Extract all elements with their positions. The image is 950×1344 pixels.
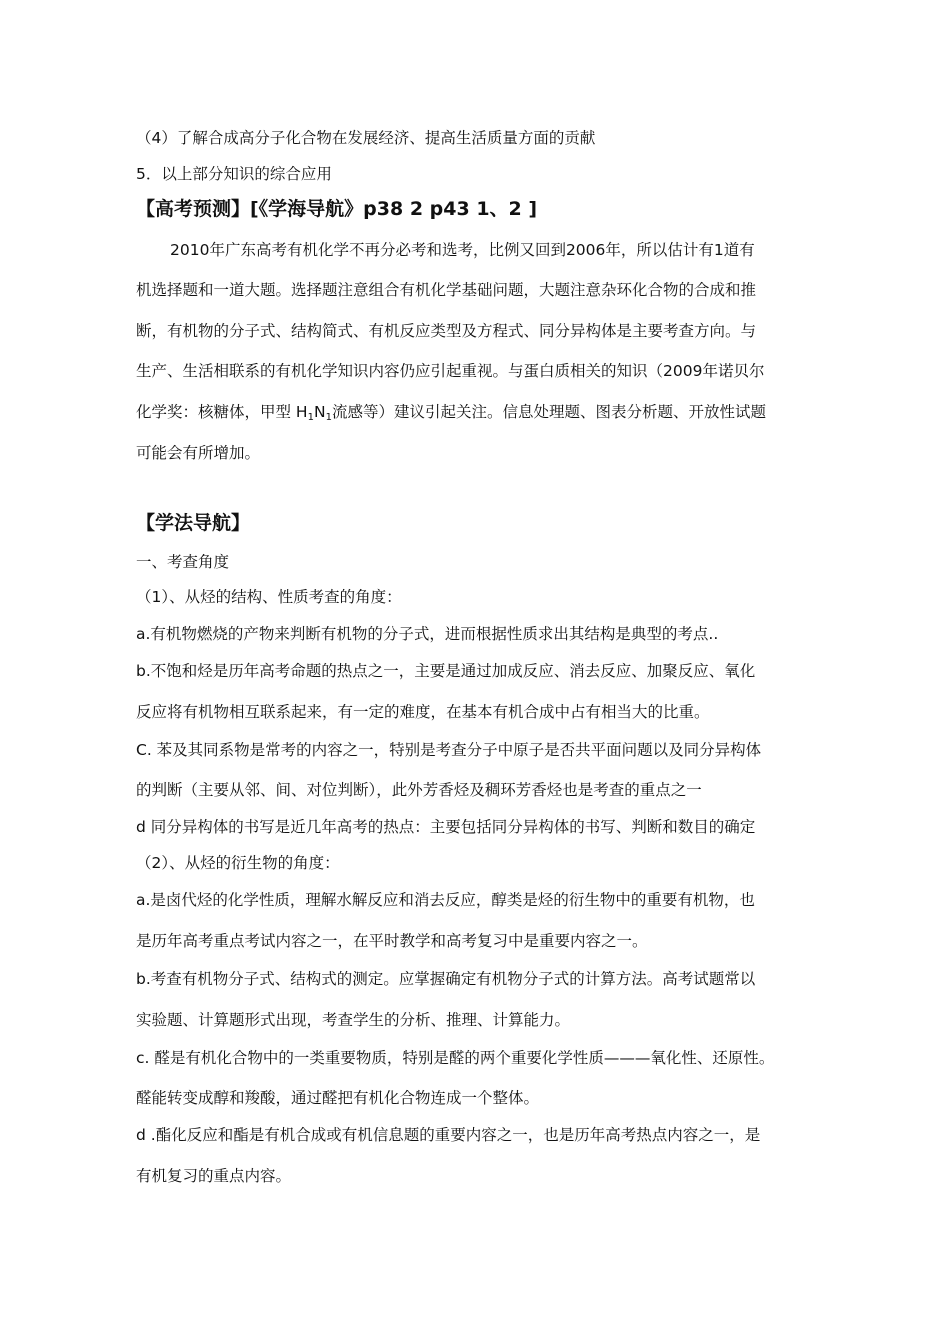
text-line: a.有机物燃烧的产物来判断有机物的分子式，进而根据性质求出其结构是典型的考点.. xyxy=(136,625,719,643)
subscript: 1 xyxy=(307,412,314,423)
section-heading-gaokao: 【高考预测】[《学海导航》p38 2 p43 1、2 ] xyxy=(136,198,538,220)
text-line: （2）、从烃的衍生物的角度： xyxy=(136,854,340,872)
text-line: （1）、从烃的结构、性质考查的角度： xyxy=(136,588,402,606)
text-line: d .酯化反应和酯是有机合成或有机信息题的重要内容之一，也是历年高考热点内容之一，是 xyxy=(136,1126,761,1144)
text-line: 一、考查角度 xyxy=(136,553,230,571)
text-line: 反应将有机物相互联系起来，有一定的难度，在基本有机合成中占有相当大的比重。 xyxy=(136,703,710,721)
paragraph-line: 断，有机物的分子式、结构简式、有机反应类型及方程式、同分异构体是主要考查方向。与 xyxy=(136,322,757,340)
text-line: （4）了解合成高分子化合物在发展经济、提高生活质量方面的贡献 xyxy=(136,129,596,147)
line-segment: N xyxy=(313,403,326,421)
paragraph-line xyxy=(136,402,766,428)
text-line: C. 苯及其同系物是常考的内容之一，特别是考查分子中原子是否共平面问题以及同分异构体 xyxy=(136,741,762,759)
text-line: 醛能转变成醇和羧酸，通过醛把有机化合物连成一个整体。 xyxy=(136,1089,540,1107)
paragraph-line: 2010年广东高考有机化学不再分必考和选考，比例又回到2006年，所以估计有1道有 xyxy=(170,241,755,259)
paragraph-line: 生产、生活相联系的有机化学知识内容仍应引起重视。与蛋白质相关的知识（2009年诺贝尔 xyxy=(136,362,765,380)
text-line: b.不饱和烃是历年高考命题的热点之一，主要是通过加成反应、消去反应、加聚反应、氧化 xyxy=(136,662,756,680)
text-line: a.是卤代烃的化学性质，理解水解反应和消去反应，醇类是烃的衍生物中的重要有机物，也 xyxy=(136,891,755,909)
text-line: 实验题、计算题形式出现，考查学生的分析、推理、计算能力。 xyxy=(136,1011,571,1029)
text-line: d 同分异构体的书写是近几年高考的热点：主要包括同分异构体的书写、判断和数目的确定 xyxy=(136,818,756,836)
text-line: c. 醛是有机化合物中的一类重要物质，特别是醛的两个重要化学性质———氧化性、还原性。 xyxy=(136,1049,775,1067)
paragraph-line: 机选择题和一道大题。选择题注意组合有机化学基础问题，大题注意杂环化合物的合成和推 xyxy=(136,281,757,299)
paragraph-line: 可能会有所增加。 xyxy=(136,444,261,462)
text-line: 有机复习的重点内容。 xyxy=(136,1167,292,1185)
line-segment: 流感等）建议引起关注。信息处理题、图表分析题、开放性试题 xyxy=(331,403,766,421)
text-line: 是历年高考重点考试内容之一，在平时教学和高考复习中是重要内容之一。 xyxy=(136,932,648,950)
subscript: 1 xyxy=(325,412,332,423)
text-line: 的判断（主要从邻、间、对位判断），此外芳香烃及稠环芳香烃也是考查的重点之一 xyxy=(136,781,702,799)
text-line: 5．以上部分知识的综合应用 xyxy=(136,165,332,183)
section-heading-xuefa: 【学法导航】 xyxy=(136,512,251,534)
text-line: b.考查有机物分子式、结构式的测定。应掌握确定有机物分子式的计算方法。高考试题常以 xyxy=(136,970,756,988)
line-segment: 化学奖：核糖体，甲型 H xyxy=(136,403,308,421)
